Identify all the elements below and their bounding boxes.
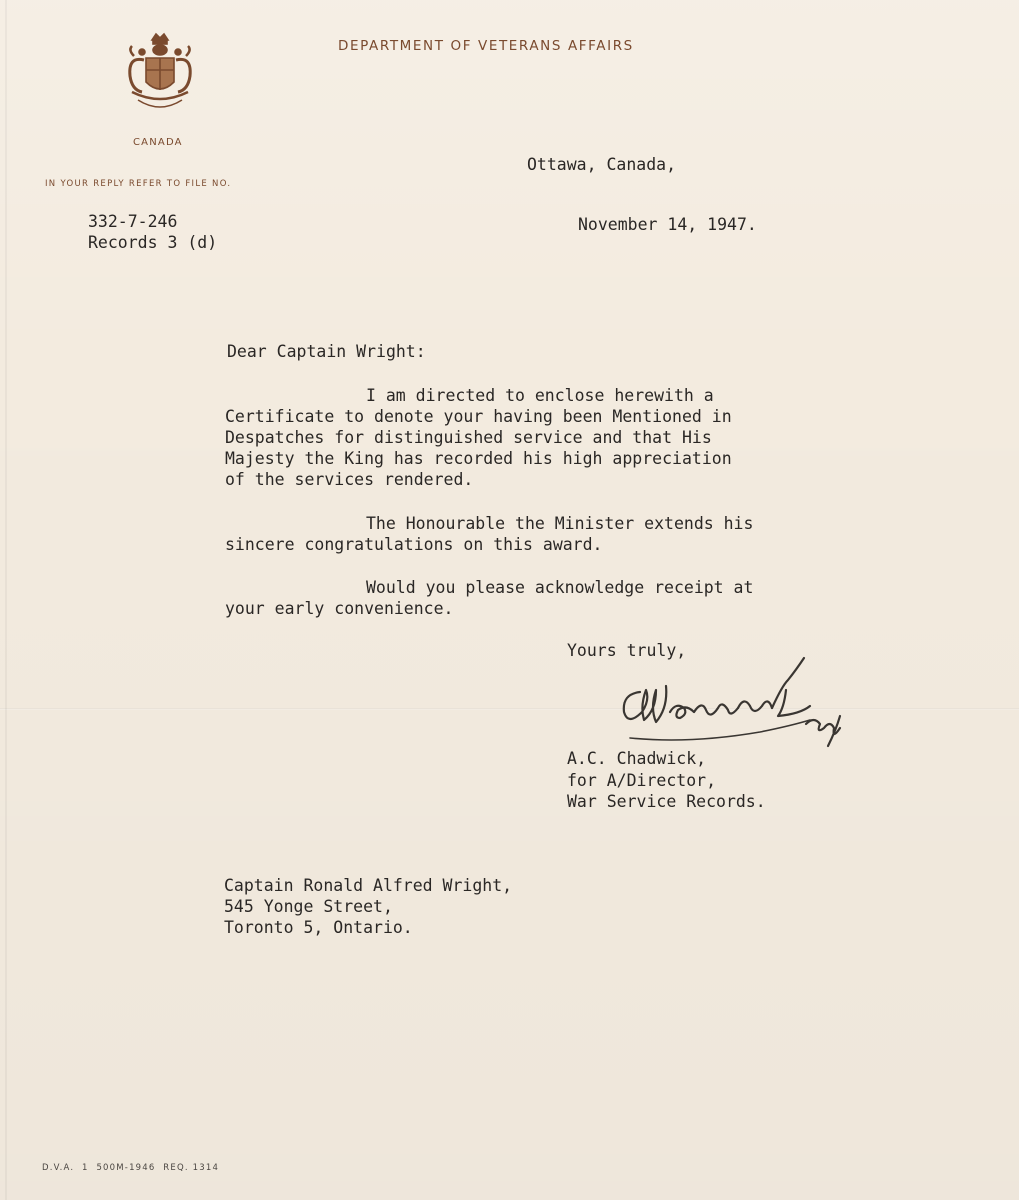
paper-fold: [0, 708, 1019, 710]
file-number: 332-7-246: [88, 212, 178, 231]
reply-file-label: IN YOUR REPLY REFER TO FILE NO.: [45, 179, 232, 189]
body-line: Would you please acknowledge receipt at: [366, 578, 754, 597]
body-line: Despatches for distinguished service and that His: [225, 428, 712, 447]
body-line: The Honourable the Minister extends his: [366, 514, 754, 533]
signatory-office: War Service Records.: [567, 792, 766, 811]
addressee-street: 545 Yonge Street,: [224, 897, 393, 916]
body-line: Majesty the King has recorded his high appreciation: [225, 449, 732, 468]
date-line: November 14, 1947.: [578, 215, 757, 234]
addressee-name: Captain Ronald Alfred Wright,: [224, 876, 513, 895]
body-line: of the services rendered.: [225, 470, 474, 489]
body-line: sincere congratulations on this award.: [225, 535, 603, 554]
addressee-city: Toronto 5, Ontario.: [224, 918, 413, 937]
country-label: CANADA: [133, 137, 183, 148]
body-line: I am directed to enclose herewith a: [366, 386, 714, 405]
salutation: Dear Captain Wright:: [227, 342, 426, 361]
form-code: D.V.A. 1 500M-1946 REQ. 1314: [42, 1163, 220, 1173]
department-name: DEPARTMENT OF VETERANS AFFAIRS: [338, 38, 634, 54]
body-line: Certificate to denote your having been Mentioned in: [225, 407, 732, 426]
closing: Yours truly,: [567, 641, 687, 660]
body-line: your early convenience.: [225, 599, 454, 618]
signatory-title: for A/Director,: [567, 771, 717, 790]
coat-of-arms-icon: [118, 30, 202, 120]
file-records: Records 3 (d): [88, 233, 218, 252]
signatory-name: A.C. Chadwick,: [567, 749, 707, 768]
paper-edge: [5, 0, 7, 1200]
place-line: Ottawa, Canada,: [527, 155, 677, 174]
